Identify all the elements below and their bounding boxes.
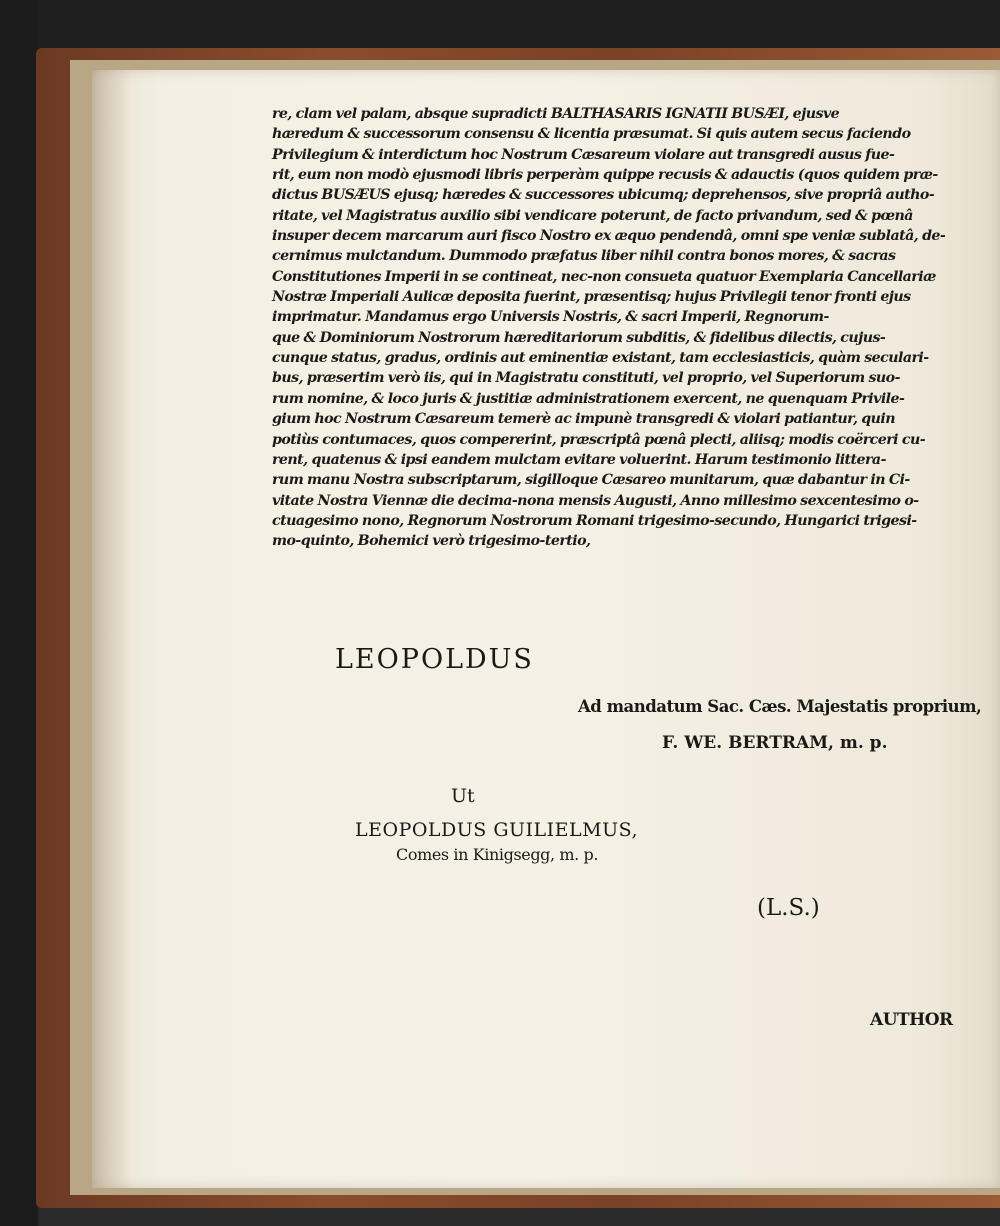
countersignature-name: LEOPOLDUS GUILIELMUS, bbox=[355, 819, 638, 841]
secretary-line: F. WE. BERTRAM, m. p. bbox=[662, 733, 888, 753]
countersignature-title: Comes in Kinigsegg, m. p. bbox=[396, 845, 599, 864]
text-line: bus, præsertim verò iis, qui in Magistratu constituti, vel proprio, vel Superiorum suo- bbox=[272, 370, 900, 387]
text-line: potiùs contumaces, quos compererint, præscriptâ pœnâ plecti, aliisq; modis coërceri cu- bbox=[272, 431, 926, 448]
text-line: Constitutiones Imperii in se contineat, nec-non consueta quatuor Exemplaria Cancellariæ bbox=[272, 268, 936, 285]
text-line: insuper decem marcarum auri fisco Nostro ex æquo pendendâ, omni spe veniæ sublatâ, de- bbox=[272, 228, 946, 245]
text-line: rent, quatenus & ipsi eandem mulctam evitare voluerint. Harum testimonio littera- bbox=[272, 451, 886, 468]
text-line: ctuagesimo nono, Regnorum Nostrorum Romani trigesimo-secundo, Hungarici trigesi- bbox=[272, 512, 917, 529]
text-line: re, clam vel palam, absque supradicti BALTHASARIS IGNATII BUSÆI, ejusve bbox=[272, 106, 840, 122]
text-line: vitate Nostra Viennæ die decima-nona mensis Augusti, Anno millesimo sexcentesimo o- bbox=[272, 492, 919, 509]
text-line: dictus BUSÆUS ejusq; hæredes & successores ubicumq; deprehensos, sive propriâ autho- bbox=[272, 187, 935, 204]
text-line: mo-quinto, Bohemici verò trigesimo-tertio, bbox=[272, 533, 591, 550]
text-line: ritate, vel Magistratus auxilio sibi vendicare poterunt, de facto privandum, sed & pœnâ bbox=[272, 207, 913, 224]
text-line: que & Dominiorum Nostrorum hæreditariorum subditis, & fidelibus dilectis, cujus- bbox=[272, 329, 886, 346]
ut-word: Ut bbox=[451, 785, 475, 807]
gutter-shadow bbox=[92, 70, 132, 1188]
text-line: Privilegium & interdictum hoc Nostrum Cæsareum violare aut transgredi ausus fue- bbox=[272, 146, 895, 163]
text-line: rit, eum non modò ejusmodi libris perperàm quippe recusis & adauctis (quos quidem præ- bbox=[272, 167, 938, 184]
text-line: cunque status, gradus, ordinis aut eminentiæ existant, tam ecclesiasticis, quàm seculari- bbox=[272, 350, 929, 367]
privilege-text bbox=[272, 104, 962, 552]
text-line: cernimus mulctandum. Dummodo præfatus liber nihil contra bonos mores, & sacras bbox=[272, 248, 896, 265]
background-left bbox=[0, 0, 38, 1226]
catchword: AUTHOR bbox=[870, 1010, 953, 1030]
text-line: hæredum & successorum consensu & licentia præsumat. Si quis autem secus faciendo bbox=[272, 126, 911, 143]
text-line: rum nomine, & loco juris & justitiæ administrationem exercent, ne quenquam Privile- bbox=[272, 390, 905, 407]
text-line: rum manu Nostra subscriptarum, sigilloque Cæsareo munitarum, quæ dabantur in Ci- bbox=[272, 472, 910, 489]
text-line: imprimatur. Mandamus ergo Universis Nostris, & sacri Imperii, Regnorum- bbox=[272, 309, 829, 326]
seal-mark: (L.S.) bbox=[757, 895, 820, 921]
signature-name: LEOPOLDUS bbox=[335, 644, 534, 675]
mandate-line: Ad mandatum Sac. Cæs. Majestatis proprium, bbox=[578, 697, 982, 716]
text-line: Nostræ Imperiali Aulicæ deposita fuerint, præsentisq; hujus Privilegii tenor fronti ejus bbox=[272, 289, 911, 306]
text-line: gium hoc Nostrum Cæsareum temerè ac impunè transgredi & violari patiantur, quin bbox=[272, 411, 896, 428]
